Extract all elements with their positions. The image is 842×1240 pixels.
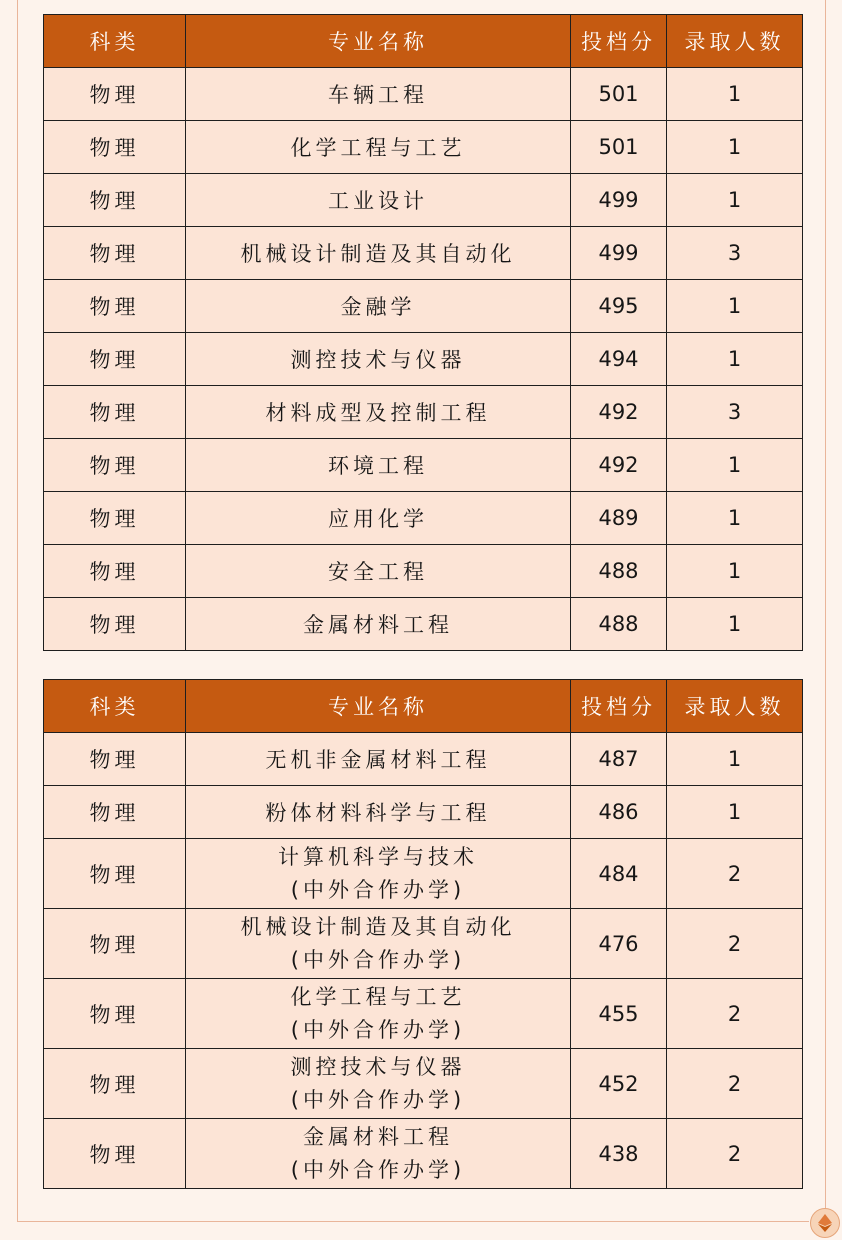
admission-table-2 [43, 679, 803, 1189]
cell-category: 物理 [44, 839, 186, 909]
cell-score: 487 [571, 733, 667, 786]
cell-score: 492 [571, 386, 667, 439]
cell-category: 物理 [44, 1049, 186, 1119]
table-row [44, 1119, 803, 1189]
table-row [44, 333, 803, 386]
cell-major: 金融学 [186, 280, 571, 333]
major-note: (中外合作办学) [290, 1087, 466, 1112]
cell-category: 物理 [44, 121, 186, 174]
cell-admitted: 3 [667, 386, 803, 439]
cell-category: 物理 [44, 386, 186, 439]
cell-admitted: 2 [667, 909, 803, 979]
cell-admitted: 2 [667, 1049, 803, 1119]
table-row [44, 227, 803, 280]
header-score: 投档分 [571, 15, 667, 68]
table-row [44, 733, 803, 786]
page-frame-right [825, 0, 826, 1222]
cell-score: 488 [571, 545, 667, 598]
cell-score: 484 [571, 839, 667, 909]
cell-score: 499 [571, 227, 667, 280]
cell-score: 452 [571, 1049, 667, 1119]
table-row [44, 909, 803, 979]
table-row [44, 598, 803, 651]
table-row [44, 492, 803, 545]
cell-admitted: 1 [667, 174, 803, 227]
major-name: 化学工程与工艺 [290, 984, 466, 1009]
cell-admitted: 1 [667, 68, 803, 121]
cell-major: 材料成型及控制工程 [186, 386, 571, 439]
table-row [44, 121, 803, 174]
header-major: 专业名称 [186, 680, 571, 733]
cell-admitted: 1 [667, 439, 803, 492]
cell-major: 工业设计 [186, 174, 571, 227]
cell-score: 495 [571, 280, 667, 333]
ethereum-diamond-icon [810, 1208, 840, 1238]
cell-major: 机械设计制造及其自动化 [186, 227, 571, 280]
major-note: (中外合作办学) [290, 1017, 466, 1042]
cell-score: 501 [571, 68, 667, 121]
cell-major [186, 979, 571, 1049]
cell-admitted: 1 [667, 121, 803, 174]
cell-category: 物理 [44, 598, 186, 651]
cell-category: 物理 [44, 786, 186, 839]
cell-score: 499 [571, 174, 667, 227]
cell-score: 501 [571, 121, 667, 174]
cell-admitted: 1 [667, 786, 803, 839]
header-admitted: 录取人数 [667, 680, 803, 733]
cell-admitted: 1 [667, 545, 803, 598]
table-row [44, 979, 803, 1049]
cell-admitted: 2 [667, 979, 803, 1049]
cell-major: 环境工程 [186, 439, 571, 492]
cell-admitted: 2 [667, 839, 803, 909]
cell-score: 476 [571, 909, 667, 979]
table-row [44, 174, 803, 227]
ethereum-diamond-icon [818, 1214, 832, 1232]
cell-category: 物理 [44, 280, 186, 333]
cell-admitted: 1 [667, 333, 803, 386]
cell-score: 492 [571, 439, 667, 492]
cell-category: 物理 [44, 909, 186, 979]
major-name: 测控技术与仪器 [290, 1054, 466, 1079]
header-admitted: 录取人数 [667, 15, 803, 68]
admission-table-1 [43, 14, 803, 651]
major-note: (中外合作办学) [290, 947, 466, 972]
cell-category: 物理 [44, 68, 186, 121]
cell-major: 化学工程与工艺 [186, 121, 571, 174]
cell-major: 粉体材料科学与工程 [186, 786, 571, 839]
cell-major [186, 1119, 571, 1189]
cell-major: 无机非金属材料工程 [186, 733, 571, 786]
cell-major: 测控技术与仪器 [186, 333, 571, 386]
page-frame-bottom [17, 1221, 809, 1222]
cell-major: 车辆工程 [186, 68, 571, 121]
cell-major: 应用化学 [186, 492, 571, 545]
cell-major [186, 1049, 571, 1119]
cell-major: 金属材料工程 [186, 598, 571, 651]
cell-score: 438 [571, 1119, 667, 1189]
cell-major: 安全工程 [186, 545, 571, 598]
cell-score: 494 [571, 333, 667, 386]
cell-category: 物理 [44, 333, 186, 386]
cell-admitted: 1 [667, 733, 803, 786]
table-row [44, 280, 803, 333]
cell-score: 455 [571, 979, 667, 1049]
cell-score: 488 [571, 598, 667, 651]
cell-category: 物理 [44, 545, 186, 598]
table-header-row [44, 680, 803, 733]
cell-category: 物理 [44, 733, 186, 786]
header-category: 科类 [44, 15, 186, 68]
table-row [44, 386, 803, 439]
cell-admitted: 2 [667, 1119, 803, 1189]
table-row [44, 1049, 803, 1119]
cell-admitted: 1 [667, 280, 803, 333]
cell-category: 物理 [44, 1119, 186, 1189]
header-major: 专业名称 [186, 15, 571, 68]
cell-category: 物理 [44, 174, 186, 227]
cell-admitted: 1 [667, 598, 803, 651]
table-header-row [44, 15, 803, 68]
cell-major [186, 839, 571, 909]
major-name: 金属材料工程 [303, 1124, 453, 1149]
cell-category: 物理 [44, 979, 186, 1049]
cell-score: 489 [571, 492, 667, 545]
cell-major [186, 909, 571, 979]
cell-category: 物理 [44, 439, 186, 492]
table-row [44, 786, 803, 839]
major-note: (中外合作办学) [290, 877, 466, 902]
header-score: 投档分 [571, 680, 667, 733]
header-category: 科类 [44, 680, 186, 733]
major-name: 计算机科学与技术 [278, 844, 478, 869]
cell-category: 物理 [44, 227, 186, 280]
table-row [44, 439, 803, 492]
cell-admitted: 3 [667, 227, 803, 280]
cell-admitted: 1 [667, 492, 803, 545]
major-note: (中外合作办学) [290, 1157, 466, 1182]
table-row [44, 839, 803, 909]
major-name: 机械设计制造及其自动化 [240, 914, 516, 939]
page-frame-left [17, 0, 18, 1222]
table-row [44, 68, 803, 121]
cell-category: 物理 [44, 492, 186, 545]
table-row [44, 545, 803, 598]
cell-score: 486 [571, 786, 667, 839]
